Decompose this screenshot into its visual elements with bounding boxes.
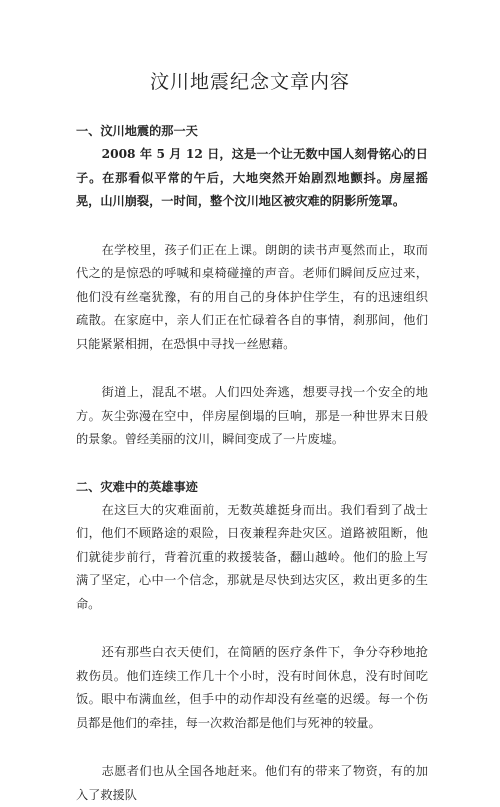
- paragraph-gap: [76, 735, 428, 760]
- paragraph-2-1: 在这巨大的灾难面前，无数英雄挺身而出。我们看到了战士们，他们不顾路途的艰险，日夜兼程奔赴灾区。道路被阻断，他们就徒步前行，背着沉重的救援装备，翻山越岭。他们的脸上写满了坚定，心中一个信念，那就是尽快到达灾区，救出更多的生命。: [76, 502, 428, 611]
- paragraph-2-3: 志愿者们也从全国各地赶来。他们有的带来了物资，有的加入了救援队: [76, 764, 428, 802]
- paragraph-2-2: 还有那些白衣天使们，在简陋的医疗条件下，争分夺秒地抢救伤员。他们连续工作几十个小时，没有时间休息，没有时间吃饭。眼中布满血丝，但手中的动作却没有丝毫的迟缓。每一个伤员都是他们的牵挂，每一次救治都是他们与死神的较量。: [76, 645, 428, 730]
- section-gap: [76, 452, 428, 476]
- paragraph-1-1: 2008 年 5 月 12 日，这是一个让无数中国人刻骨铭心的日子。在那看似平常的午后，大地突然开始剧烈地颤抖。房屋摇晃，山川崩裂，一时间，整个汶川地区被灾难的阴影所笼罩。: [76, 147, 428, 208]
- paragraph-1-2: 在学校里，孩子们正在上课。朗朗的读书声戛然而止，取而代之的是惊恐的呼喊和桌椅碰撞的声音。老师们瞬间反应过来，他们没有丝毫犹豫，有的用自己的身体护住学生，有的迅速组织疏散。在家庭中，亲人们正在忙碌着各自的事情，刹那间，他们只能紧紧相拥，在恐惧中寻找一丝慰藉。: [76, 242, 428, 351]
- section-heading-1: 一、汶川地震的那一天: [76, 124, 198, 138]
- document-title: 汶川地震纪念文章内容: [149, 71, 350, 93]
- section-heading-2: 二、灾难中的英雄事迹: [76, 479, 198, 494]
- paragraph-1-3: 街道上，混乱不堪。人们四处奔逃，想要寻找一个安全的地方。灰尘弥漫在空中，伴房屋倒塌的巨响，那是一种世界末日般的景象。曾经美丽的汶川，瞬间变成了一片废墟。: [76, 385, 428, 446]
- paragraph-gap: [76, 616, 428, 641]
- paragraph-gap: [76, 356, 428, 381]
- paragraph-gap: [76, 214, 428, 239]
- document-body: [76, 120, 428, 807]
